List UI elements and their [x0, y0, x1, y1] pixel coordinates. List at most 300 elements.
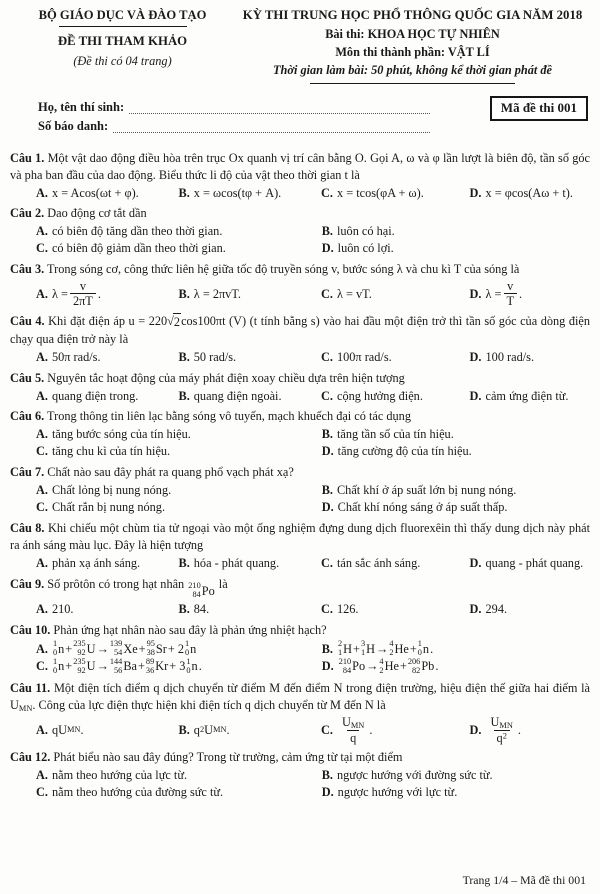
question-text: Số prôtôn có trong hạt nhân 210 84 Po là — [47, 577, 228, 600]
question-label: Câu 7. — [10, 465, 45, 480]
element-symbol: n — [190, 641, 197, 656]
option-letter: A. — [36, 185, 48, 200]
nuclide-symbol — [361, 640, 375, 658]
option-letter: B. — [178, 388, 190, 403]
candidate-id-line — [38, 117, 430, 136]
nuclide-symbol — [188, 582, 214, 600]
question-label: Câu 2. — [10, 206, 45, 221]
option-text: 210 84 Po → 4 2 He + 206 82 Pb . — [338, 656, 439, 675]
question-11 — [10, 680, 590, 746]
option-letter: B. — [178, 556, 190, 571]
nuclide-mass-charge — [53, 640, 57, 658]
fraction-denominator: q — [347, 730, 359, 745]
subscript: MN — [499, 720, 513, 730]
nuclide-mass-charge — [147, 640, 155, 658]
option-text: 210. — [51, 602, 74, 617]
option-letter: A. — [36, 286, 48, 301]
option-letter: C. — [36, 659, 48, 674]
option-C — [321, 601, 466, 618]
mass-number: 139 — [109, 639, 123, 649]
option-text: λ = vT. — [336, 286, 372, 301]
option-text: λ = 2πvT. — [193, 286, 242, 301]
question-statement — [10, 408, 590, 425]
element-symbol: H — [366, 641, 376, 656]
option-letter: A. — [36, 602, 48, 617]
option-text: qU MN . — [51, 722, 84, 737]
atomic-number: 0 — [52, 665, 58, 675]
option-text: quang điện trong. — [51, 388, 139, 403]
subscript: MN — [18, 703, 33, 713]
option-letter: B. — [178, 286, 190, 301]
option-B — [322, 767, 590, 784]
nuclide-mass-charge — [418, 640, 422, 658]
option-C — [321, 715, 466, 746]
option-text: tăng tần số của tín hiệu. — [336, 427, 454, 442]
option-A — [36, 185, 175, 202]
option-D — [470, 349, 590, 366]
option-text: tăng bước sóng của tín hiệu. — [51, 427, 191, 442]
element-symbol: Ba — [123, 659, 137, 674]
option-letter: D. — [469, 185, 482, 200]
option-D — [470, 388, 590, 405]
option-letter: D. — [321, 500, 334, 515]
atomic-number: 0 — [186, 665, 191, 675]
header-left-rule — [59, 26, 187, 27]
option-letter: C. — [321, 185, 333, 200]
option-letter: A. — [36, 349, 48, 364]
option-C — [36, 784, 318, 801]
atomic-number: 82 — [412, 665, 421, 675]
option-letter: C. — [321, 556, 333, 571]
option-D — [322, 443, 590, 460]
atomic-number: 54 — [114, 647, 123, 657]
element-symbol: Sr — [155, 641, 167, 656]
option-letter: B. — [178, 602, 190, 617]
exam-type-title: ĐỀ THI THAM KHẢO — [57, 34, 188, 49]
atomic-number: 92 — [77, 647, 86, 657]
mass-number: 3 — [360, 639, 366, 649]
nuclide-mass-charge — [73, 658, 85, 676]
option-C — [321, 279, 466, 308]
question-statement — [10, 680, 590, 714]
page-header — [10, 7, 590, 84]
option-C — [321, 349, 466, 366]
nuclide-symbol — [186, 658, 197, 676]
question-3 — [10, 261, 590, 308]
option-letter: C. — [36, 444, 48, 459]
nuclide-symbol — [379, 658, 399, 676]
question-label: Câu 3. — [10, 262, 45, 277]
options-row — [10, 388, 590, 405]
option-A — [36, 426, 318, 443]
subscript: MN — [67, 724, 81, 734]
question-text: Phản ứng hạt nhân nào sau đây là phản ứng nhiệt hạch? — [53, 623, 327, 638]
nuclide-symbol — [110, 640, 138, 658]
subscript: MN — [213, 724, 227, 734]
option-text: hóa - phát quang. — [193, 556, 280, 571]
option-letter: D. — [469, 286, 482, 301]
element-symbol: Kr — [155, 659, 169, 674]
option-text: tán sắc ánh sáng. — [336, 556, 421, 571]
option-B — [322, 640, 590, 658]
question-label: Câu 5. — [10, 370, 45, 385]
question-text: Một vật dao động điều hòa trên trục Ox quanh vị trí cân bằng O. Gọi A, ω và φ lần lượt là biên độ, tần số góc và pha ban đầu của dao động. Biểu thức li độ của vật theo thời gian t là — [10, 150, 590, 182]
options-row — [10, 279, 590, 308]
option-text: cảm ứng điện từ. — [485, 388, 569, 403]
option-text: 2 1 H + 3 1 H → 4 2 He + 1 0 n . — [337, 639, 434, 657]
questions — [10, 150, 590, 806]
atomic-number: 0 — [52, 647, 58, 657]
option-D — [322, 658, 590, 676]
option-letter: D. — [469, 556, 482, 571]
atomic-number: 92 — [77, 665, 86, 675]
nuclide-mass-charge — [338, 640, 342, 658]
mass-number: 2 — [337, 639, 343, 649]
option-text: luôn có lợi. — [337, 241, 394, 256]
option-letter: A. — [36, 556, 48, 571]
option-letter: A. — [36, 641, 48, 656]
atomic-number: 56 — [114, 665, 123, 675]
mass-number: 206 — [407, 656, 421, 666]
superscript: 2 — [502, 731, 507, 741]
option-C — [36, 499, 318, 516]
option-letter: B. — [321, 224, 333, 239]
question-10 — [10, 622, 590, 676]
option-letter: A. — [36, 224, 48, 239]
mass-number: 89 — [145, 656, 155, 666]
option-letter: B. — [321, 483, 333, 498]
option-text: 84. — [193, 602, 210, 617]
option-text: 1 0 n + 235 92 U → 139 54 Xe + 95 38 Sr + 2 1 0 n — [52, 639, 197, 657]
question-label: Câu 8. — [10, 521, 45, 536]
option-letter: D. — [469, 349, 482, 364]
nuclide-symbol — [73, 640, 95, 658]
option-B — [179, 349, 318, 366]
option-B — [179, 715, 318, 746]
option-C — [36, 443, 318, 460]
option-D — [470, 279, 590, 308]
option-A — [36, 279, 175, 308]
fraction — [488, 715, 516, 746]
candidate-name-dotline — [129, 113, 430, 114]
question-label: Câu 4. — [10, 313, 45, 328]
question-statement — [10, 313, 590, 348]
element-symbol: H — [343, 641, 353, 656]
option-D — [322, 240, 590, 257]
question-text: Trong sóng cơ, công thức liên hệ giữa tốc độ truyền sóng v, bước sóng λ và chu kì T của sóng là — [47, 262, 520, 277]
options-row — [10, 185, 590, 202]
nuclide-mass-charge — [408, 658, 420, 676]
option-C — [36, 240, 318, 257]
option-text: λ = $\frac{v}{T}$ . — [485, 279, 523, 309]
option-text: ngược hướng với lực từ. — [337, 785, 458, 800]
header-left — [10, 7, 235, 84]
question-label: Câu 9. — [10, 577, 45, 592]
atomic-number: 0 — [417, 647, 422, 657]
option-B — [179, 555, 318, 572]
option-text: $\frac{U_{MN}}{q^2}$ . — [486, 715, 521, 746]
option-letter: B. — [321, 641, 333, 656]
question-statement — [10, 150, 590, 184]
atomic-number: 1 — [337, 647, 343, 657]
question-label: Câu 12. — [10, 750, 51, 765]
option-B — [322, 223, 590, 240]
exam-time-limit: Thời gian làm bài: 50 phút, không kể thời gian phát đề — [273, 62, 552, 77]
option-text: phản xạ ánh sáng. — [51, 556, 141, 571]
nuclide-symbol — [338, 640, 352, 658]
fraction — [504, 279, 518, 308]
question-text: Phát biểu nào sau đây đúng? Trong từ trường, cảm ứng từ tại một điểm — [53, 750, 403, 765]
question-text: Nguyên tắc hoạt động của máy phát điện xoay chiều dựa trên hiện tượng — [47, 370, 405, 385]
option-text: 294. — [485, 602, 508, 617]
option-letter: C. — [321, 349, 333, 364]
square-root: √ 2 — [167, 313, 181, 329]
superscript: 2 — [199, 724, 205, 734]
option-letter: C. — [36, 785, 48, 800]
nuclide-mass-charge — [110, 640, 122, 658]
option-letter: C. — [36, 241, 48, 256]
question-label: Câu 1. — [10, 150, 45, 165]
nuclide-symbol — [185, 640, 196, 658]
option-letter: A. — [36, 483, 48, 498]
option-letter: A. — [36, 427, 48, 442]
element-symbol: Po — [352, 659, 366, 674]
mass-number: 1 — [52, 639, 58, 649]
mass-number: 1 — [186, 656, 191, 666]
option-text: nằm theo hướng của lực từ. — [51, 768, 188, 783]
option-letter: B. — [178, 722, 190, 737]
mass-number: 235 — [73, 639, 86, 649]
question-1 — [10, 150, 590, 202]
question-statement — [10, 261, 590, 278]
option-text: x = φcos(Aω + t). — [485, 185, 573, 200]
option-text: q 2 U MN . — [193, 722, 230, 737]
candidate-name-label: Họ, tên thí sinh: — [38, 100, 125, 115]
question-9 — [10, 576, 590, 618]
options-row — [10, 223, 590, 257]
header-right — [235, 7, 590, 84]
element-symbol: n — [58, 659, 65, 674]
fraction — [339, 715, 367, 746]
option-D — [470, 185, 590, 202]
fraction-denominator: $q^2$ — [494, 730, 510, 745]
option-C — [321, 555, 466, 572]
element-symbol: He — [384, 659, 399, 674]
option-text: nằm theo hướng của đường sức từ. — [51, 785, 224, 800]
nuclide-mass-charge — [361, 640, 365, 658]
nuclide-symbol — [408, 658, 434, 676]
candidate-name-line — [38, 98, 430, 117]
option-text: tăng cường độ của tín hiệu. — [337, 444, 472, 459]
question-statement — [10, 749, 590, 766]
option-letter: C. — [321, 722, 333, 737]
radicand: 2 — [173, 314, 181, 329]
nuclide-symbol — [146, 658, 168, 676]
option-text: cộng hưởng điện. — [336, 388, 423, 403]
mass-number: 144 — [109, 656, 123, 666]
option-text: x = ωcos(tφ + A). — [193, 185, 282, 200]
option-A — [36, 640, 318, 658]
subscript: MN — [350, 720, 365, 730]
mass-number: 95 — [146, 639, 155, 649]
option-text: 126. — [336, 602, 359, 617]
question-text: Trong thông tin liên lạc bằng sóng vô tuyến, mạch khuếch đại có tác dụng — [47, 409, 411, 424]
question-4 — [10, 313, 590, 366]
option-A — [36, 601, 175, 618]
question-statement — [10, 370, 590, 387]
atomic-number: 1 — [360, 647, 366, 657]
option-A — [36, 482, 318, 499]
option-text: 1 0 n + 235 92 U → 144 56 Ba + 89 36 Kr + 3 1 0 n . — [52, 656, 202, 675]
atomic-number: 0 — [185, 647, 190, 657]
question-statement — [10, 464, 590, 481]
mass-number: 1 — [185, 639, 190, 649]
option-letter: B. — [178, 349, 190, 364]
options-row — [10, 482, 590, 516]
nuclide-symbol — [339, 658, 365, 676]
mass-number: 210 — [338, 656, 352, 666]
option-letter: D. — [469, 602, 482, 617]
option-letter: A. — [36, 722, 48, 737]
exam-code-box: Mã đề thi 001 — [490, 96, 588, 121]
element-symbol: Pb — [421, 659, 435, 674]
question-label: Câu 10. — [10, 623, 51, 638]
fraction — [70, 279, 96, 308]
option-A — [36, 767, 318, 784]
option-B — [179, 185, 318, 202]
option-letter: B. — [178, 185, 190, 200]
atomic-number: 84 — [192, 590, 201, 600]
option-letter: B. — [321, 427, 333, 442]
nuclide-mass-charge — [185, 640, 189, 658]
option-text: 100π rad/s. — [336, 349, 392, 364]
option-D — [470, 601, 590, 618]
option-text: $\frac{U_{MN}}{q}$ . — [337, 715, 372, 746]
option-text: 50π rad/s. — [51, 349, 101, 364]
option-D — [470, 555, 590, 572]
options-row — [10, 767, 590, 801]
nuclide-mass-charge — [186, 658, 190, 676]
option-text: 50 rad/s. — [193, 349, 237, 364]
question-statement — [10, 622, 590, 639]
option-text: quang - phát quang. — [485, 556, 584, 571]
atomic-number: 36 — [145, 665, 155, 675]
question-text: Khi chiếu một chùm tia tử ngoại vào một ống nghiệm đựng dung dịch fluorexêin thì thấy dung dịch này phát ra ánh sáng màu lục. Đây là hiện tượng — [10, 521, 590, 553]
exam-pages-note: (Đề thi có 04 trang) — [73, 54, 172, 69]
nuclide-mass-charge — [339, 658, 351, 676]
option-letter: D. — [321, 444, 334, 459]
mass-number: 4 — [389, 639, 394, 649]
option-text: 100 rad/s. — [485, 349, 535, 364]
atomic-number: 38 — [146, 647, 155, 657]
option-text: λ = $\frac{v}{2\pi T}$ . — [51, 279, 101, 309]
option-letter: D. — [321, 785, 334, 800]
fraction-numerator: v — [507, 279, 514, 294]
option-B — [179, 279, 318, 308]
header-right-rule — [310, 83, 515, 84]
option-text: có biên độ giảm dần theo thời gian. — [51, 241, 226, 256]
page-footer — [10, 872, 590, 888]
page-footer-text: Trang 1/4 – Mã đề thi 001 — [462, 872, 586, 887]
question-statement — [10, 205, 590, 222]
exam-title: KỲ THI TRUNG HỌC PHỔ THÔNG QUỐC GIA NĂM 2018 — [242, 8, 583, 22]
mass-number: 235 — [73, 656, 86, 666]
question-text: Chất nào sau đây phát ra quang phổ vạch phát xạ? — [47, 465, 294, 480]
question-label: Câu 6. — [10, 409, 45, 424]
nuclide-mass-charge — [379, 658, 383, 676]
option-D — [470, 715, 590, 746]
options-row — [10, 555, 590, 572]
option-letter: B. — [321, 768, 333, 783]
fraction-denominator: T — [504, 293, 518, 308]
option-text: Chất lỏng bị nung nóng. — [51, 483, 172, 498]
question-5 — [10, 370, 590, 405]
question-6 — [10, 408, 590, 460]
element-symbol: He — [394, 641, 409, 656]
question-8 — [10, 520, 590, 572]
option-text: có biên độ tăng dần theo thời gian. — [51, 224, 223, 239]
option-A — [36, 349, 175, 366]
candidate-id-label: Số báo danh: — [38, 119, 109, 134]
options-row — [10, 426, 590, 460]
nuclide-symbol — [147, 640, 167, 658]
element-symbol: U — [86, 659, 96, 674]
question-text: Dao động cơ tắt dần — [47, 206, 147, 221]
element-symbol: n — [191, 659, 198, 674]
option-letter: D. — [321, 659, 334, 674]
options-row — [10, 601, 590, 618]
nuclide-mass-charge — [53, 658, 57, 676]
nuclide-mass-charge — [188, 582, 200, 600]
option-C — [36, 658, 318, 676]
option-text: tăng chu kì của tín hiệu. — [51, 444, 171, 459]
option-D — [322, 499, 590, 516]
atomic-number: 2 — [389, 647, 394, 657]
option-letter: D. — [469, 388, 482, 403]
option-B — [322, 426, 590, 443]
option-B — [179, 601, 318, 618]
atomic-number: 84 — [342, 665, 352, 675]
mass-number: 210 — [188, 581, 201, 591]
mass-number: 1 — [417, 639, 422, 649]
option-letter: A. — [36, 388, 48, 403]
option-A — [36, 223, 318, 240]
question-text: Một điện tích điểm q dịch chuyển từ điểm M đến điểm N trong điện trường, hiệu điện thế giữa hai điểm là $U_{MN}$. Công của lực điện thực hiện khi điện tích q dịch chuyển từ M đến N là — [10, 680, 591, 713]
nuclide-symbol — [53, 640, 64, 658]
fraction-numerator: $U_{MN}$ — [490, 714, 513, 730]
nuclide-symbol — [53, 658, 64, 676]
option-A — [36, 715, 175, 746]
question-statement — [10, 520, 590, 554]
fraction-denominator: 2πT — [70, 293, 96, 308]
option-C — [321, 185, 466, 202]
ministry-title: BỘ GIÁO DỤC VÀ ĐÀO TẠO — [38, 8, 207, 22]
nuclide-symbol — [110, 658, 137, 676]
nuclide-symbol — [418, 640, 429, 658]
option-text: x = Acos(ωt + φ). — [51, 185, 139, 200]
option-A — [36, 555, 175, 572]
option-letter: D. — [321, 241, 334, 256]
option-letter: C. — [36, 500, 48, 515]
option-letter: A. — [36, 768, 48, 783]
options-row — [10, 349, 590, 366]
option-text: ngược hướng với đường sức từ. — [336, 768, 493, 783]
option-text: Chất khí nóng sáng ở áp suất thấp. — [337, 500, 508, 515]
fraction-numerator: $U_{MN}$ — [341, 714, 365, 730]
nuclide-mass-charge — [110, 658, 122, 676]
candidate-id-dotline — [113, 132, 430, 133]
option-text: Chất rắn bị nung nóng. — [51, 500, 166, 515]
